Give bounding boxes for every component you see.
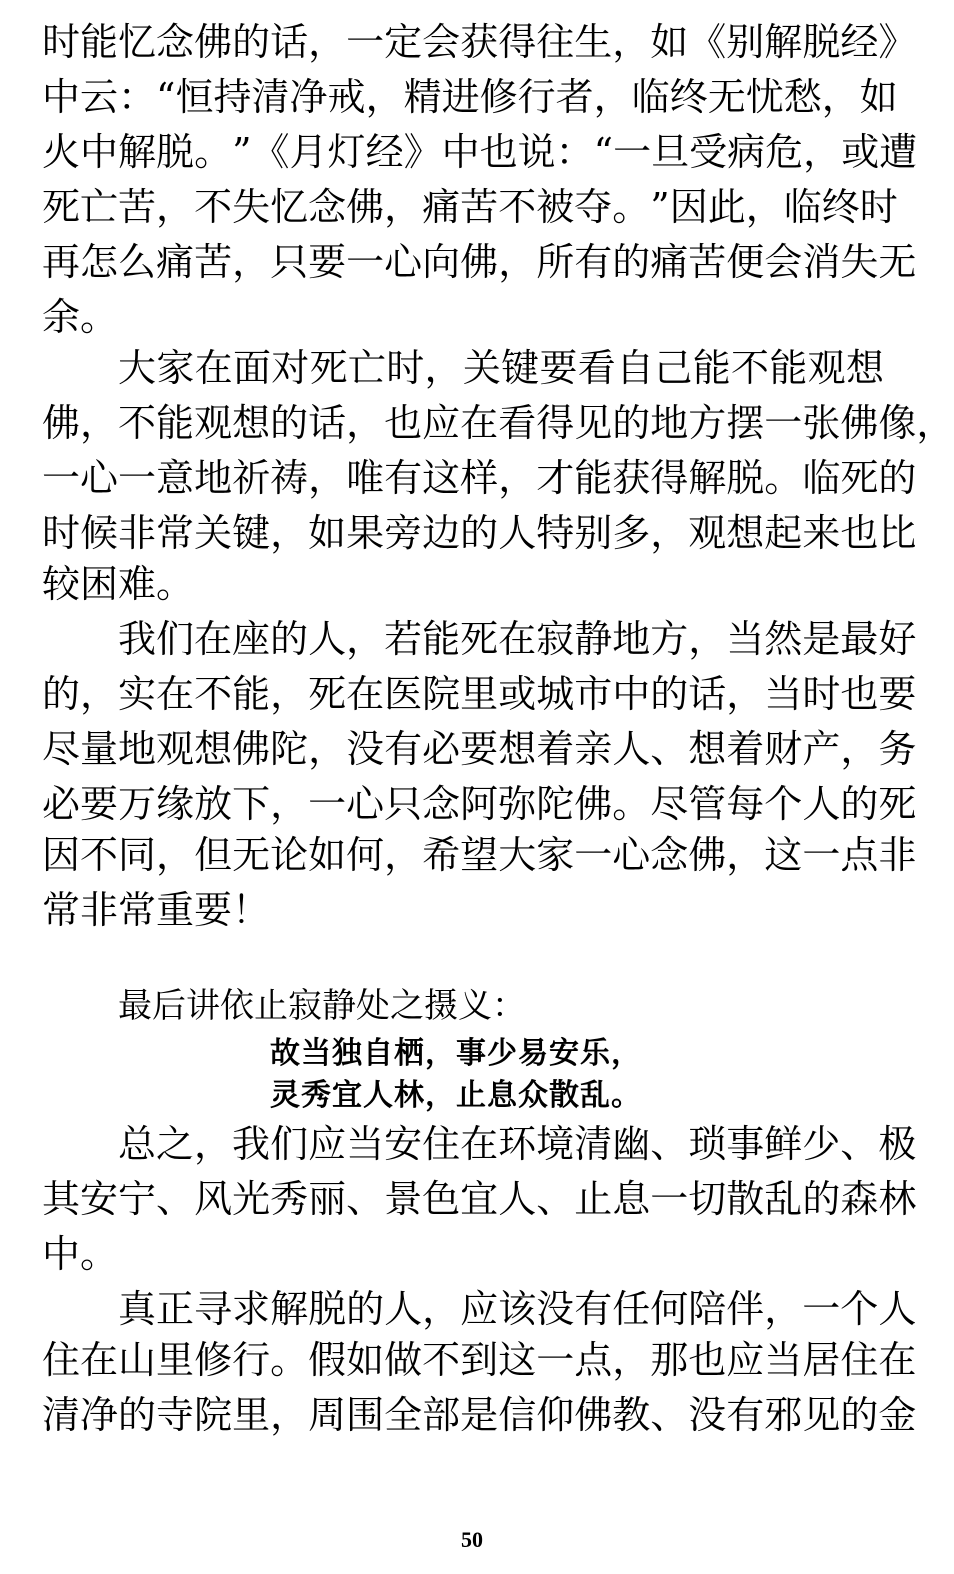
text-line: 尽 量 地 观 想 佛 陀 ， 没 有 必 要 想 着 亲 人 、 想 着 财 产 ， 务 xyxy=(42,727,917,771)
text-line: 其 安 宁 、 风 光 秀 丽 、 景 色 宜 人 、 止 息 一 切 散 乱 的 森 林 xyxy=(42,1177,917,1221)
text-line: 常非常重要！ xyxy=(42,888,271,932)
text-line: 死 亡 苦 ， 不 失 忆 念 佛 ， 痛 苦 不 被 夺 。 ” 因 此 ， 临 终 时 xyxy=(42,185,898,229)
text-line: 较困难。 xyxy=(42,562,195,606)
section-intro: 最后讲依止寂静处之摄义： xyxy=(118,986,526,1026)
text-line: 真 正 寻 求 解 脱 的 人 ， 应 该 没 有 任 何 陪 伴 ， 一 个 人 xyxy=(118,1287,917,1331)
verse-line: 灵秀宜人林，止息众散乱。 xyxy=(270,1078,642,1113)
text-line: 再 怎 么 痛 苦 ， 只 要 一 心 向 佛 ， 所 有 的 痛 苦 便 会 消 失 无 xyxy=(42,240,917,284)
text-line: 一 心 一 意 地 祈 祷 ， 唯 有 这 样 ， 才 能 获 得 解 脱 。 临 死 的 xyxy=(42,456,917,500)
text-line: 的 ， 实 在 不 能 ， 死 在 医 院 里 或 城 市 中 的 话 ， 当 时 也 要 xyxy=(42,672,917,716)
text-line: 总 之 ， 我 们 应 当 安 住 在 环 境 清 幽 、 琐 事 鲜 少 、 极 xyxy=(118,1122,917,1166)
page-number: 50 xyxy=(461,1527,483,1552)
text-line: 时 能 忆 念 佛 的 话 ， 一 定 会 获 得 往 生 ， 如 《 别 解 脱 经 》 xyxy=(42,20,917,64)
verse-line: 故当独自栖，事少易安乐， xyxy=(270,1036,642,1071)
text-line: 佛 ， 不 能 观 想 的 话 ， 也 应 在 看 得 见 的 地 方 摆 一 张 佛 像 ， xyxy=(42,401,954,445)
text-line: 因 不 同 ， 但 无 论 如 何 ， 希 望 大 家 一 心 念 佛 ， 这 一 点 非 xyxy=(42,833,917,877)
text-line: 余。 xyxy=(42,295,119,339)
text-line: 大 家 在 面 对 死 亡 时 ， 关 键 要 看 自 己 能 不 能 观 想 xyxy=(118,346,884,390)
text-line: 中。 xyxy=(42,1232,119,1276)
text-line: 中 云 ： “ 恒 持 清 净 戒 ， 精 进 修 行 者 ， 临 终 无 忧 愁 ， 如 xyxy=(42,75,898,119)
text-line: 住 在 山 里 修 行 。 假 如 做 不 到 这 一 点 ， 那 也 应 当 居 住 在 xyxy=(42,1338,917,1382)
text-line: 时 候 非 常 关 键 ， 如 果 旁 边 的 人 特 别 多 ， 观 想 起 来 也 比 xyxy=(42,511,917,555)
text-line: 火 中 解 脱 。 ” 《 月 灯 经 》 中 也 说 ： “ 一 旦 受 病 危 ， 或 遭 xyxy=(42,130,918,174)
text-line: 清 净 的 寺 院 里 ， 周 围 全 部 是 信 仰 佛 教 、 没 有 邪 见 的 金 xyxy=(42,1393,917,1437)
text-line: 必 要 万 缘 放 下 ， 一 心 只 念 阿 弥 陀 佛 。 尽 管 每 个 人 的 死 xyxy=(42,782,917,826)
text-line: 我 们 在 座 的 人 ， 若 能 死 在 寂 静 地 方 ， 当 然 是 最 好 xyxy=(118,617,917,661)
